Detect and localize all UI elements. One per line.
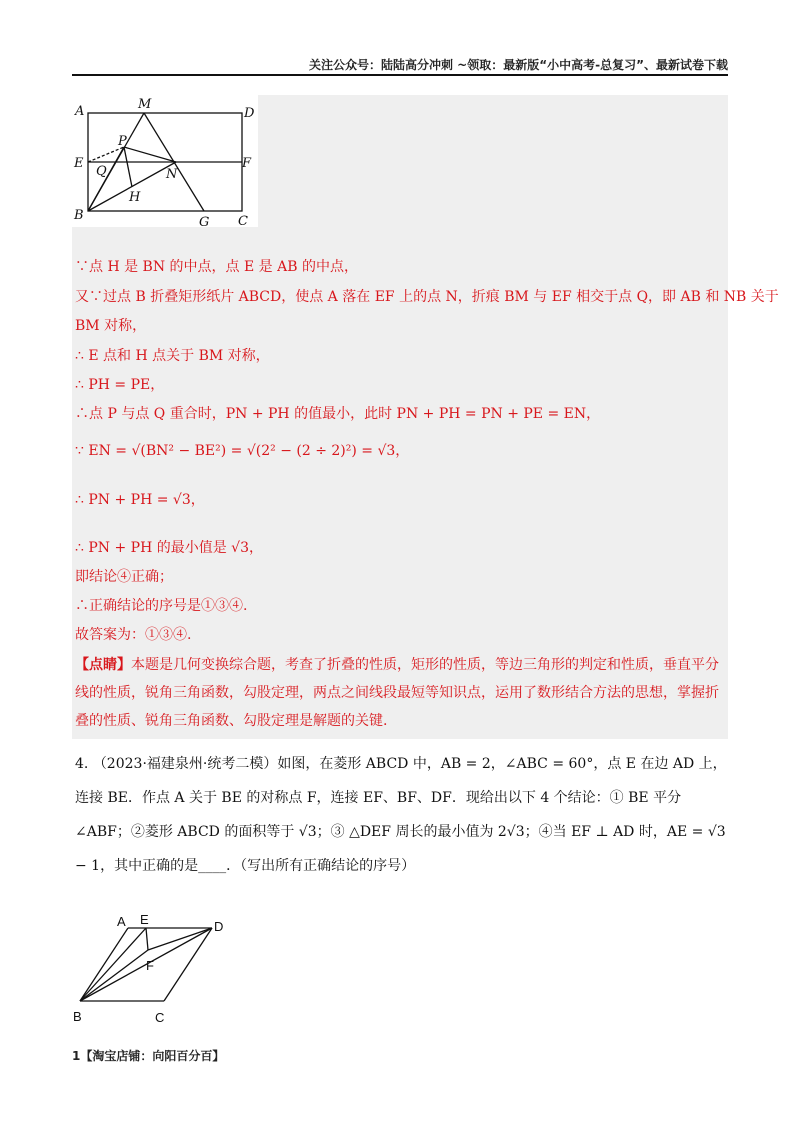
solution-line-3: BM 对称， <box>75 318 147 334</box>
solution-line-12: 故答案为：①③④. <box>75 627 192 643</box>
solution-line-5: ∴ PH = PE， <box>75 377 165 393</box>
figure-rhombus-svg <box>72 910 242 1025</box>
problem-number: 4. <box>75 756 89 772</box>
label-H: H <box>129 190 141 205</box>
solution-line-7: ∵ EN = √(BN² − BE²) = √(2² − (2 ÷ 2)²) = √3， <box>75 443 410 459</box>
solution-line-6: ∴点 P 与点 Q 重合时，PN + PH 的值最小，此时 PN + PH = PN + PE = EN， <box>75 406 601 422</box>
comment-tag: 【点睛】 <box>75 657 131 673</box>
label-F: F <box>146 958 154 973</box>
label-B: B <box>73 1009 82 1024</box>
solution-line-10: 即结论④正确； <box>75 569 173 585</box>
label-A: A <box>117 914 126 929</box>
label-D: D <box>244 106 255 121</box>
comment-paragraph <box>75 651 727 735</box>
solution-line-4: ∴ E 点和 H 点关于 BM 对称， <box>75 348 270 364</box>
label-Q: Q <box>96 164 107 179</box>
label-D: D <box>214 919 224 934</box>
page-footer: 1【淘宝店铺：向阳百分百】 <box>72 1049 225 1063</box>
figure-rectangle-fold <box>72 95 258 227</box>
label-N: N <box>166 167 178 182</box>
solution-line-11: ∴正确结论的序号是①③④. <box>75 598 248 614</box>
figure-rhombus <box>72 910 242 1025</box>
figure-rectangle-fold-svg <box>72 95 258 227</box>
solution-line-9: ∴ PN + PH 的最小值是 √3， <box>75 540 264 556</box>
label-G: G <box>199 215 210 227</box>
solution-line-1: ∵点 H 是 BN 的中点，点 E 是 AB 的中点， <box>75 259 358 275</box>
solution-line-8: ∴ PN + PH = √3， <box>75 492 205 508</box>
header-rule <box>72 74 728 76</box>
solution-line-2: 又∵过点 B 折叠矩形纸片 ABCD，使点 A 落在 EF 上的点 N，折痕 BM 与 EF 相交于点 Q，即 AB 和 NB 关于 <box>75 289 779 305</box>
label-E: E <box>140 912 149 927</box>
label-C: C <box>155 1010 165 1025</box>
problem-4 <box>75 747 727 883</box>
label-C: C <box>238 214 248 227</box>
label-A: A <box>75 104 85 119</box>
comment-text: 本题是几何变换综合题，考查了折叠的性质，矩形的性质，等边三角形的判定和性质，垂直平分线的性质，锐角三角函数，勾股定理，两点之间线段最短等知识点，运用了数形结合方法的思想，掌握折叠的性质、锐角三角函数、勾股定理是解题的关键. <box>75 657 719 729</box>
problem-text: （2023·福建泉州·统考二模）如图，在菱形 ABCD 中，AB = 2，∠ABC = 60°，点 E 在边 AD 上，连接 BE．作点 A 关于 BE 的对称点 F，连接 EF、BF、DF．现给出以下 4 个结论：① BE 平分 ∠ABF；②菱形 ABCD 的面积等于 √3；③ △DEF 周长的最小值为 2√3；④当 EF ⊥ AD 时，AE = √3 − 1，其中正确的是____．（写出所有正确结论的序号） <box>75 756 727 874</box>
label-B: B <box>74 208 84 223</box>
label-P: P <box>118 134 127 149</box>
page-header: 关注公众号：陆陆高分冲刺 ~领取：最新版“小中高考-总复习”、最新试卷下载 <box>309 58 728 72</box>
label-E: E <box>74 156 84 171</box>
label-F: F <box>242 156 252 171</box>
label-M: M <box>138 97 152 112</box>
